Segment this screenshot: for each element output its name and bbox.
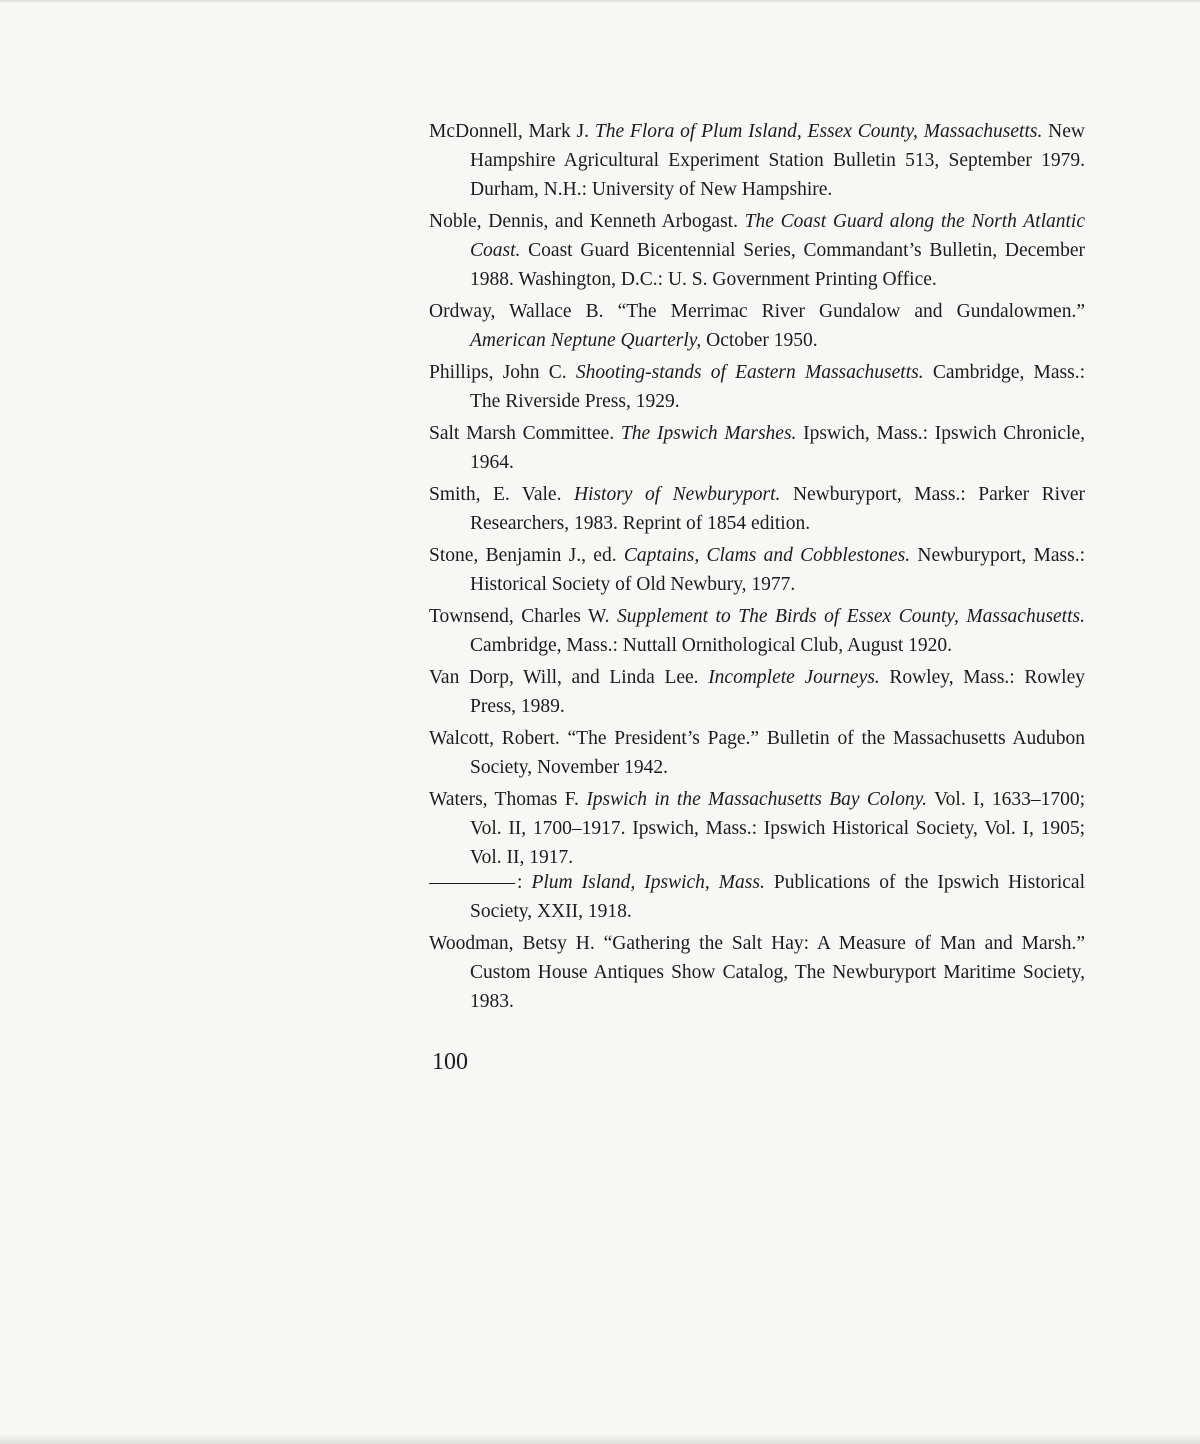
entry-publication-details: Coast Guard Bicentennial Series, Commandant’s Bulletin, December 1988. Washington, D.C.: U. S. Government Printing Office. (470, 240, 1085, 290)
scan-edge-top (0, 0, 1200, 3)
bibliography-entry (429, 117, 1085, 204)
bibliography-entry (429, 541, 1085, 599)
bibliography-entry (429, 724, 1085, 782)
entry-publication-details: Publications of the Ipswich Historical Society, XXII, 1918. (470, 872, 1086, 922)
entry-author: Smith, E. Vale. (429, 484, 574, 505)
bibliography-entry (429, 358, 1085, 416)
entry-author: : (517, 872, 532, 893)
bibliography-entry (429, 929, 1085, 1016)
entry-title: Supplement to The Birds of Essex County, Massachusetts. (617, 606, 1085, 627)
entry-author: Waters, Thomas F. (429, 789, 587, 810)
bibliography-entry (429, 480, 1085, 538)
entry-publication-details: Newburyport, Mass.: Parker River Researchers, 1983. Reprint of 1854 edition. (470, 484, 1085, 534)
entry-author: Phillips, John C. (429, 362, 576, 383)
entry-title: Plum Island, Ipswich, Mass. (531, 872, 765, 893)
entry-title: History of Newburyport. (573, 484, 781, 505)
bibliography-entry (429, 663, 1085, 721)
bibliography-entry (429, 602, 1085, 660)
bibliography-entry (429, 207, 1085, 294)
entry-publication-details: Cambridge, Mass.: The Riverside Press, 1929. (470, 362, 1086, 412)
entry-title: The Flora of Plum Island, Essex County, Massachusetts. (594, 121, 1043, 142)
entry-publication-details: Rowley, Mass.: Rowley Press, 1989. (470, 667, 1085, 717)
entry-author: Woodman, Betsy H. “Gathering the Salt Hay: A Measure of Man and Marsh.” Custom House Antiques Show Catalog, The Newburyport Maritime Society, 1983. (429, 933, 1085, 1012)
scan-edge-bottom (0, 1434, 1200, 1444)
entry-author: Ordway, Wallace B. “The Merrimac River Gundalow and Gundalowmen.” (429, 301, 1085, 322)
bibliography-entry (429, 419, 1085, 477)
entry-title: American Neptune Quarterly, (470, 330, 702, 351)
entry-publication-details: Ipswich, Mass.: Ipswich Chronicle, 1964. (470, 423, 1085, 473)
bibliography-entry (429, 785, 1085, 872)
entry-publication-details: New Hampshire Agricultural Experiment Station Bulletin 513, September 1979. Durham, N.H.: University of New Hampshire. (470, 121, 1085, 200)
bibliography-list (429, 117, 1085, 1019)
entry-title: The Ipswich Marshes. (620, 423, 797, 444)
same-author-dash-rule (429, 883, 515, 884)
entry-title: Captains, Clams and Cobblestones. (623, 545, 911, 566)
entry-author: Salt Marsh Committee. (429, 423, 621, 444)
entry-author: Townsend, Charles W. (429, 606, 618, 627)
entry-title: Incomplete Journeys. (708, 667, 880, 688)
entry-publication-details: October 1950. (701, 330, 818, 351)
bibliography-entry (429, 297, 1085, 355)
entry-author: Walcott, Robert. “The President’s Page.” Bulletin of the Massachusetts Audubon Society, November 1942. (429, 728, 1085, 778)
page-number: 100 (432, 1049, 468, 1075)
entry-publication-details: Vol. I, 1633–1700; Vol. II, 1700–1917. Ipswich, Mass.: Ipswich Historical Society, Vol. I, 1905; Vol. II, 1917. (470, 789, 1085, 868)
entry-author: Van Dorp, Will, and Linda Lee. (429, 667, 709, 688)
entry-title: Ipswich in the Massachusetts Bay Colony. (586, 789, 928, 810)
entry-author: Noble, Dennis, and Kenneth Arbogast. (429, 211, 745, 232)
entry-author: Stone, Benjamin J., ed. (429, 545, 624, 566)
entry-publication-details: Cambridge, Mass.: Nuttall Ornithological Club, August 1920. (470, 635, 953, 656)
entry-title: Shooting-stands of Eastern Massachusetts. (575, 362, 924, 383)
entry-title: The Coast Guard along the North Atlantic Coast. (470, 211, 1085, 261)
bibliography-entry-same-author (429, 868, 1085, 926)
entry-author: McDonnell, Mark J. (429, 121, 595, 142)
entry-publication-details: Newburyport, Mass.: Historical Society of Old Newbury, 1977. (470, 545, 1085, 595)
